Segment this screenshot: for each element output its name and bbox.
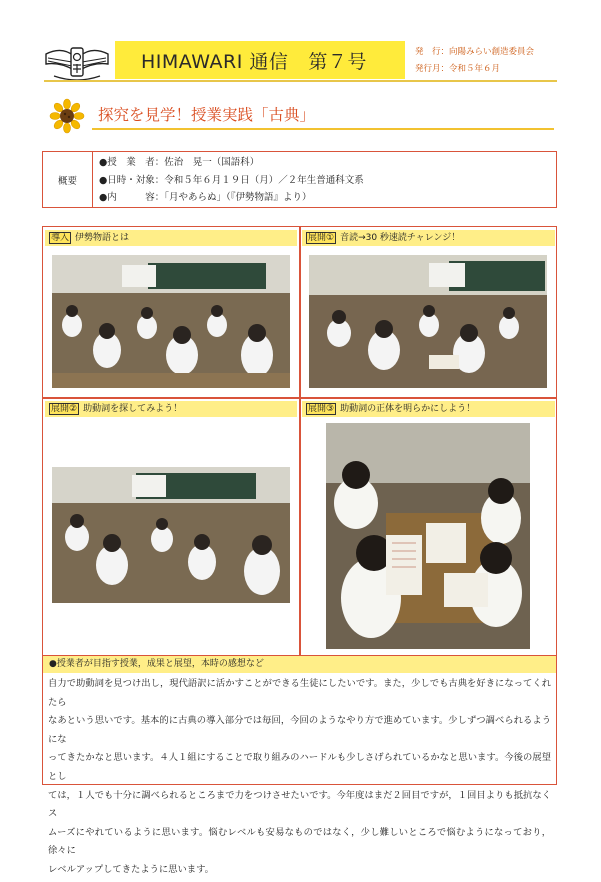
comment-heading: ●授業者が目指す授業，成果と展望，本時の感想など — [43, 656, 556, 673]
panel-tag: 展開③ — [308, 404, 335, 414]
overview-label: 概要 — [43, 152, 93, 207]
overview-date-target: ●日時・対象：令和５年６月１９日（月）／２年生普通科文系 — [99, 174, 364, 186]
issue-number: 第７号 — [308, 50, 367, 73]
publication-info — [415, 44, 534, 78]
panel-text: 伊勢物語とは — [75, 233, 130, 243]
panel-tag: 展開② — [51, 404, 78, 414]
newsletter-title — [115, 41, 405, 79]
group-work-photo — [326, 423, 530, 649]
grid-divider-horizontal — [43, 397, 556, 399]
panel-caption-development-1 — [302, 230, 555, 246]
publisher: 発 行：向陽みらい創造委員会 — [415, 47, 535, 57]
section-title: 探究を見学！授業実践「古典」 — [98, 106, 316, 124]
comment-line: ムーズにやれているように思います。悩むレベルも安易なものではなく，少し難しいところで悩むようになっており，徐々に — [48, 826, 551, 857]
overview-details — [93, 152, 370, 207]
comment-line: ってきたかなと思います。４人１組にすることで取り組みのハードルも少しさげられているかなと思います。今後の展望とし — [48, 752, 551, 782]
comment-line: レベルアップしてきたように思います。 — [48, 863, 214, 875]
photo-grid — [42, 226, 557, 656]
panel-caption-intro — [45, 230, 297, 246]
school-crest-logo — [44, 40, 110, 82]
header-divider — [44, 80, 557, 82]
overview-teacher: ●授 業 者：佐治 晃一（国語科） — [99, 157, 260, 168]
overview-box — [42, 151, 557, 208]
comment-line: 自力で助動詞を見つけ出し，現代語訳に活かすことができる生徒にしたいです。また，少しでも古典を好きになってくれたら — [48, 678, 551, 708]
panel-caption-development-2 — [45, 401, 297, 417]
comment-line: なあという思いです。基本的に古典の導入部分では毎回，今回のようなやり方で進めています。少しずつ調べられるようにな — [48, 715, 551, 745]
overview-content: ●内 容：「月やあらぬ」（『伊勢物語』より） — [99, 192, 312, 203]
issue-date: 発行月：令和５年６月 — [415, 64, 501, 74]
newsletter-name: HIMAWARI 通信 — [141, 50, 289, 73]
comment-body — [43, 673, 556, 882]
panel-caption-development-3 — [302, 401, 555, 417]
teacher-comment-box — [42, 656, 557, 875]
comment-line: ては，１人でも十分に調べられるところまで力をつけさせたいです。今年度はまだ２回目ですが，１回目よりも抵抗なくス — [48, 789, 551, 820]
grid-divider-vertical — [299, 227, 301, 655]
panel-text: 助動詞の正体を明らかにしよう！ — [340, 404, 476, 414]
panel-tag: 展開① — [308, 233, 335, 243]
section-underline — [92, 128, 554, 130]
classroom-photo-search — [52, 467, 290, 603]
panel-text: 音読→30 秒速読チャレンジ！ — [340, 233, 461, 243]
panel-tag: 導入 — [51, 233, 70, 243]
panel-text: 助動詞を探してみよう！ — [83, 404, 183, 414]
classroom-photo-intro — [52, 255, 290, 388]
sunflower-icon — [50, 99, 84, 133]
classroom-photo-reading — [309, 255, 547, 388]
